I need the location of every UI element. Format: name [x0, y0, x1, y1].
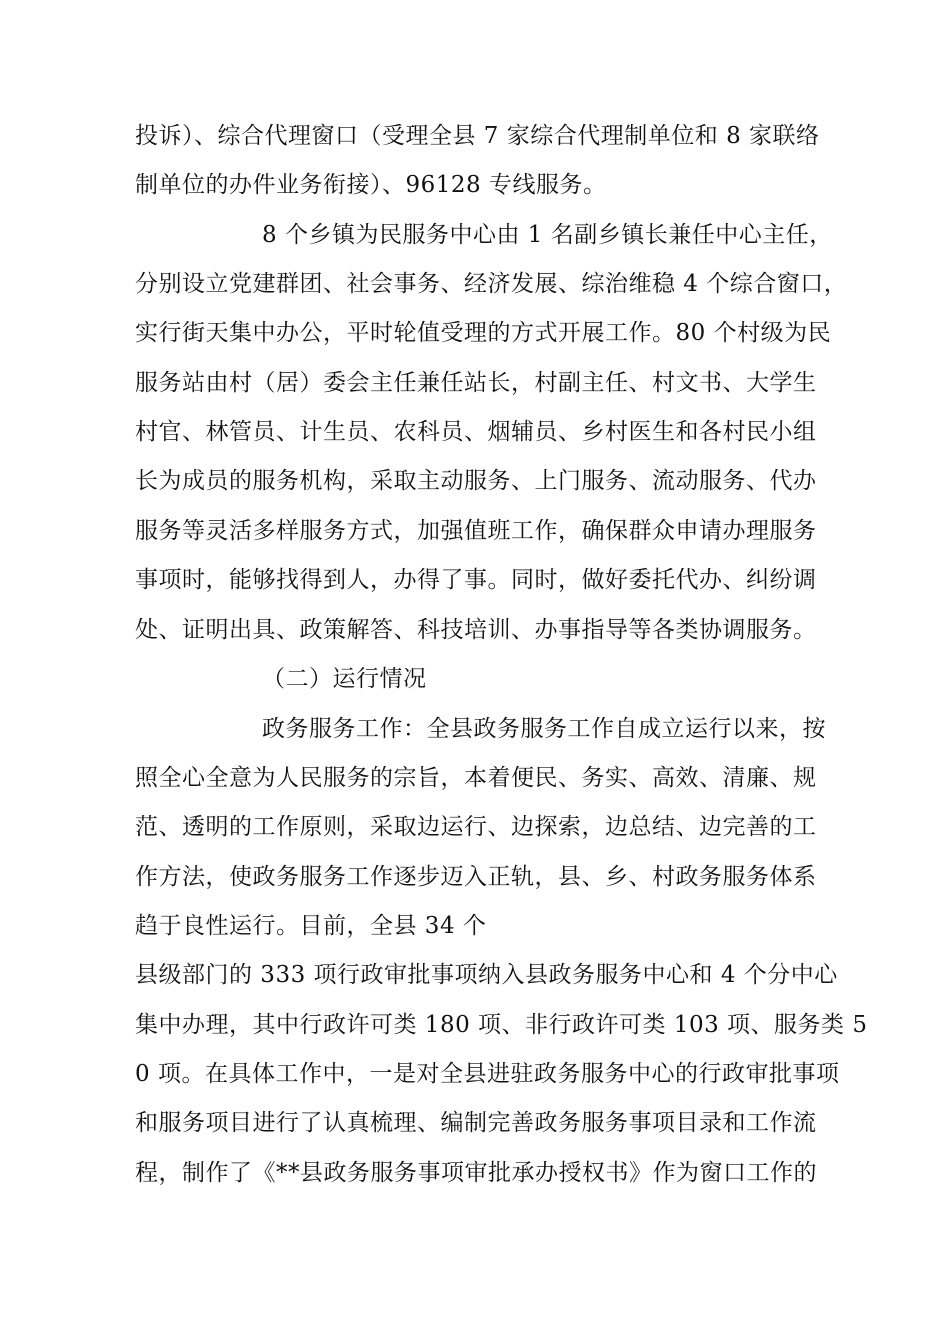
body-text-line: 照全心全意为人民服务的宗旨，本着便民、务实、高效、清廉、规 [135, 765, 817, 791]
body-text-line: 县级部门的 333 项行政审批事项纳入县政务服务中心和 4 个分中心 [135, 962, 838, 988]
body-text-line: 范、透明的工作原则，采取边运行、边探索，边总结、边完善的工 [135, 814, 817, 840]
body-text-line: 0 项。在具体工作中，一是对全县进驻政务服务中心的行政审批事项 [135, 1061, 840, 1087]
body-text-line: 实行街天集中办公，平时轮值受理的方式开展工作。80 个村级为民 [135, 320, 832, 346]
body-text-line: 投诉）、综合代理窗口（受理全县 7 家综合代理制单位和 8 家联络 [135, 123, 820, 149]
body-text-line: 分别设立党建群团、社会事务、经济发展、综治维稳 4 个综合窗口， [135, 271, 848, 297]
body-text-line: 程，制作了《**县政务服务事项审批承办授权书》作为窗口工作的 [135, 1160, 817, 1186]
paragraph-start-line: 政务服务工作：全县政务服务工作自成立运行以来，按 [262, 716, 826, 742]
body-text-line: 长为成员的服务机构，采取主动服务、上门服务、流动服务、代办 [135, 468, 817, 494]
body-text-line: 作方法，使政务服务工作逐步迈入正轨，县、乡、村政务服务体系 [135, 864, 817, 890]
body-text-line: 服务站由村（居）委会主任兼任站长，村副主任、村文书、大学生 [135, 370, 817, 396]
body-text-line: 集中办理，其中行政许可类 180 项、非行政许可类 103 项、服务类 5 [135, 1012, 868, 1038]
body-text-line: 制单位的办件业务衔接）、96128 专线服务。 [135, 172, 607, 198]
body-text-line: 趋于良性运行。目前，全县 34 个 [135, 913, 487, 939]
body-text-line: 和服务项目进行了认真梳理、编制完善政务服务事项目录和工作流 [135, 1110, 817, 1136]
body-text-line: 服务等灵活多样服务方式，加强值班工作，确保群众申请办理服务 [135, 518, 817, 544]
body-text-line: 处、证明出具、政策解答、科技培训、办事指导等各类协调服务。 [135, 617, 817, 643]
section-heading: （二）运行情况 [262, 666, 427, 692]
body-text-line: 村官、林管员、计生员、农科员、烟辅员、乡村医生和各村民小组 [135, 419, 817, 445]
body-text-line: 事项时，能够找得到人，办得了事。同时，做好委托代办、纠纷调 [135, 567, 817, 593]
paragraph-start-line: 8 个乡镇为民服务中心由 1 名副乡镇长兼任中心主任， [262, 222, 833, 248]
